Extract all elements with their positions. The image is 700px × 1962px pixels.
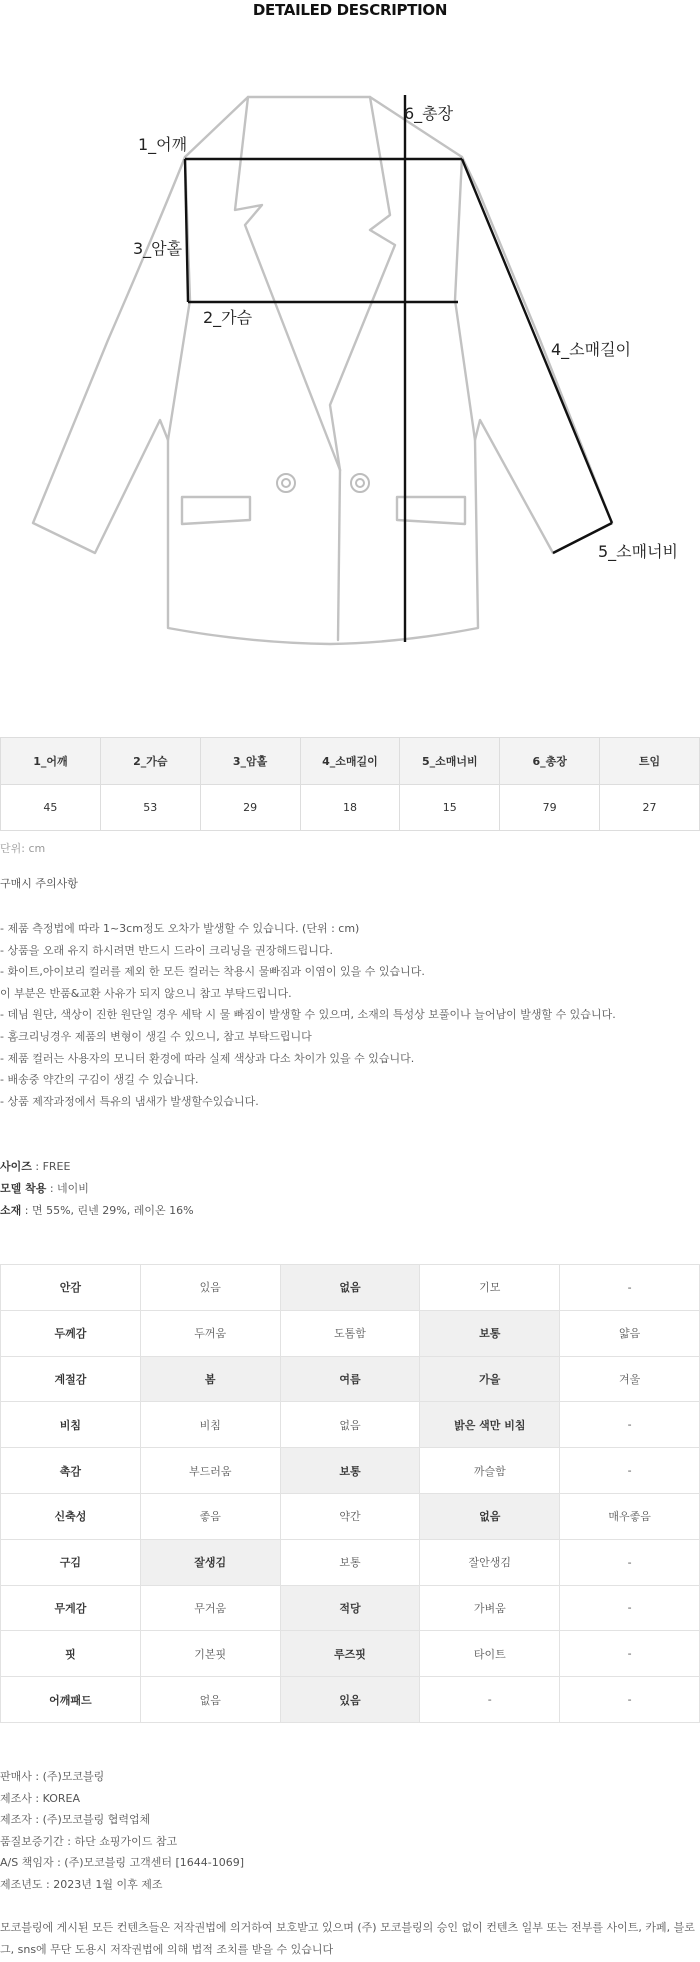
label-chest: 2_가슴 <box>203 308 253 327</box>
right-lapel <box>330 97 395 470</box>
spec-model-value: : 네이비 <box>46 1182 89 1195</box>
property-option: 타이트 <box>420 1631 560 1677</box>
armhole-line <box>185 159 188 302</box>
size-table <box>0 737 700 831</box>
property-option: 봄 <box>140 1356 280 1402</box>
property-option: 보통 <box>420 1310 560 1356</box>
notice-item: - 상품을 오래 유지 하시려면 반드시 드라이 크리닝을 권장해드립니다. <box>0 943 333 957</box>
property-option: 보통 <box>280 1448 420 1494</box>
company-info-line: 제조년도 : 2023년 1월 이후 제조 <box>0 1877 163 1891</box>
spec-size <box>0 1158 70 1174</box>
property-option: - <box>560 1402 700 1448</box>
property-option: 없음 <box>280 1402 420 1448</box>
property-option: 여름 <box>280 1356 420 1402</box>
property-option: 까슬함 <box>420 1448 560 1494</box>
notice-list <box>0 918 616 1112</box>
property-option: 매우좋음 <box>560 1493 700 1539</box>
label-armhole: 3_암홀 <box>133 239 183 258</box>
spec-model <box>0 1180 89 1196</box>
property-option: 약간 <box>280 1493 420 1539</box>
property-option: - <box>560 1677 700 1723</box>
spec-material <box>0 1202 194 1218</box>
property-option: 적당 <box>280 1585 420 1631</box>
right-pocket <box>397 497 465 524</box>
fabric-properties-body <box>1 1265 700 1723</box>
size-table-value-row <box>1 785 700 831</box>
spec-model-label: 모델 착용 <box>0 1182 47 1195</box>
property-row <box>1 1448 700 1494</box>
sleeve-seam-right <box>455 157 475 440</box>
property-option: 없음 <box>140 1677 280 1723</box>
property-option: 가을 <box>420 1356 560 1402</box>
spec-material-value: : 면 55%, 린넨 29%, 레이온 16% <box>21 1204 194 1217</box>
property-label: 계절감 <box>1 1356 141 1402</box>
property-option: 보통 <box>280 1539 420 1585</box>
size-header: 5_소매너비 <box>400 738 500 785</box>
property-label: 어깨패드 <box>1 1677 141 1723</box>
property-option: 무거움 <box>140 1585 280 1631</box>
property-label: 안감 <box>1 1265 141 1311</box>
property-option: 두꺼움 <box>140 1310 280 1356</box>
property-label: 무게감 <box>1 1585 141 1631</box>
size-header: 6_총장 <box>500 738 600 785</box>
size-value: 53 <box>100 785 200 831</box>
property-option: 잘안생김 <box>420 1539 560 1585</box>
label-sleeve-length: 4_소매길이 <box>551 340 632 359</box>
size-header: 4_소매길이 <box>300 738 400 785</box>
property-option: 기모 <box>420 1265 560 1311</box>
property-option: 좋음 <box>140 1493 280 1539</box>
size-value: 79 <box>500 785 600 831</box>
property-option: 루즈핏 <box>280 1631 420 1677</box>
notice-item: - 제품 측정법에 따라 1~3cm정도 오차가 발생할 수 있습니다. (단위 : cm) <box>0 922 360 935</box>
button-right <box>351 474 369 492</box>
notice-title: 구매시 주의사항 <box>0 877 78 890</box>
company-info-line: 품질보증기간 : 하단 쇼핑가이드 참고 <box>0 1834 178 1848</box>
property-label: 구김 <box>1 1539 141 1585</box>
button-left <box>277 474 295 492</box>
size-value: 18 <box>300 785 400 831</box>
property-label: 비침 <box>1 1402 141 1448</box>
notice-item: - 상품 제작과정에서 특유의 냄새가 발생할수있습니다. <box>0 1094 259 1108</box>
page-title: DETAILED DESCRIPTION <box>252 1 448 19</box>
notice-item: - 제품 컬러는 사용자의 모니터 환경에 따라 실제 색상과 다소 차이가 있을 수 있습니다. <box>0 1051 415 1065</box>
property-row <box>1 1585 700 1631</box>
property-option: 가벼움 <box>420 1585 560 1631</box>
notice-item: 이 부분은 반품&교환 사유가 되지 않으니 참고 부탁드립니다. <box>0 986 292 1000</box>
notice-item: - 데님 원단, 색상이 진한 원단일 경우 세탁 시 물 빠짐이 발생할 수 있으며, 소재의 특성상 보풀이나 늘어남이 발생할 수 있습니다. <box>0 1008 616 1022</box>
spec-size-value: : FREE <box>31 1160 71 1173</box>
left-lapel <box>235 97 340 470</box>
property-label: 촉감 <box>1 1448 141 1494</box>
label-sleeve-width: 5_소매너비 <box>598 542 679 561</box>
jacket-outline <box>33 97 612 644</box>
size-value: 29 <box>200 785 300 831</box>
property-label: 두께감 <box>1 1310 141 1356</box>
property-option: 없음 <box>420 1493 560 1539</box>
property-option: - <box>420 1677 560 1723</box>
size-header: 2_가슴 <box>100 738 200 785</box>
property-option: 부드러움 <box>140 1448 280 1494</box>
size-value: 27 <box>600 785 700 831</box>
unit-note: 단위: cm <box>0 842 46 855</box>
property-option: 겨울 <box>560 1356 700 1402</box>
property-row <box>1 1265 700 1311</box>
property-row <box>1 1310 700 1356</box>
property-option: - <box>560 1539 700 1585</box>
size-header: 1_어깨 <box>1 738 101 785</box>
property-option: - <box>560 1265 700 1311</box>
property-row <box>1 1539 700 1585</box>
property-option: - <box>560 1631 700 1677</box>
label-total-length: 6_총장 <box>404 104 454 123</box>
property-option: - <box>560 1585 700 1631</box>
copyright-notice: 모코블링에 게시된 모든 컨텐츠들은 저작권법에 의거하여 보호받고 있으며 (주) 모코블링의 승인 없이 컨텐츠 일부 또는 전부를 사이트, 카페, 블로그, sns에 무단 도용시 저작권법에 의해 법적 조치를 받을 수 있습니다 <box>0 1921 695 1956</box>
fabric-properties-table <box>0 1264 700 1723</box>
property-option: 있음 <box>280 1677 420 1723</box>
spec-material-label: 소재 <box>0 1204 22 1217</box>
property-row <box>1 1356 700 1402</box>
size-value: 15 <box>400 785 500 831</box>
property-label: 핏 <box>1 1631 141 1677</box>
spec-size-label: 사이즈 <box>0 1160 32 1173</box>
company-info <box>0 1766 244 1896</box>
notice-item: - 배송중 약간의 구김이 생길 수 있습니다. <box>0 1073 199 1087</box>
property-row <box>1 1493 700 1539</box>
size-header: 트임 <box>600 738 700 785</box>
property-option: - <box>560 1448 700 1494</box>
front-edge <box>338 470 340 640</box>
property-option: 밝은 색만 비침 <box>420 1402 560 1448</box>
left-pocket <box>182 497 250 524</box>
property-option: 기본핏 <box>140 1631 280 1677</box>
notice-item: - 홈크리닝경우 제품의 변형이 생길 수 있으니, 참고 부탁드립니다 <box>0 1029 312 1043</box>
property-row <box>1 1402 700 1448</box>
company-info-line: 판매사 : (주)모코블링 <box>0 1770 105 1783</box>
company-info-line: 제조자 : (주)모코블링 협력업체 <box>0 1813 151 1827</box>
property-row <box>1 1631 700 1677</box>
size-value: 45 <box>1 785 101 831</box>
property-option: 있음 <box>140 1265 280 1311</box>
property-option: 잘생김 <box>140 1539 280 1585</box>
property-label: 신축성 <box>1 1493 141 1539</box>
jacket-measurement-diagram <box>0 80 700 660</box>
label-shoulder: 1_어깨 <box>138 135 188 154</box>
property-option: 없음 <box>280 1265 420 1311</box>
notice-item: - 화이트,아이보리 컬러를 제외 한 모든 컬러는 착용시 물빠짐과 이염이 있을 수 있습니다. <box>0 965 425 979</box>
property-option: 얇음 <box>560 1310 700 1356</box>
company-info-line: A/S 책임자 : (주)모코블링 고객센터 [1644-1069] <box>0 1856 245 1870</box>
property-row <box>1 1677 700 1723</box>
property-option: 도톰함 <box>280 1310 420 1356</box>
company-info-line: 제조사 : KOREA <box>0 1791 80 1805</box>
size-header: 3_암홀 <box>200 738 300 785</box>
property-option: 비침 <box>140 1402 280 1448</box>
size-table-header-row <box>1 738 700 785</box>
